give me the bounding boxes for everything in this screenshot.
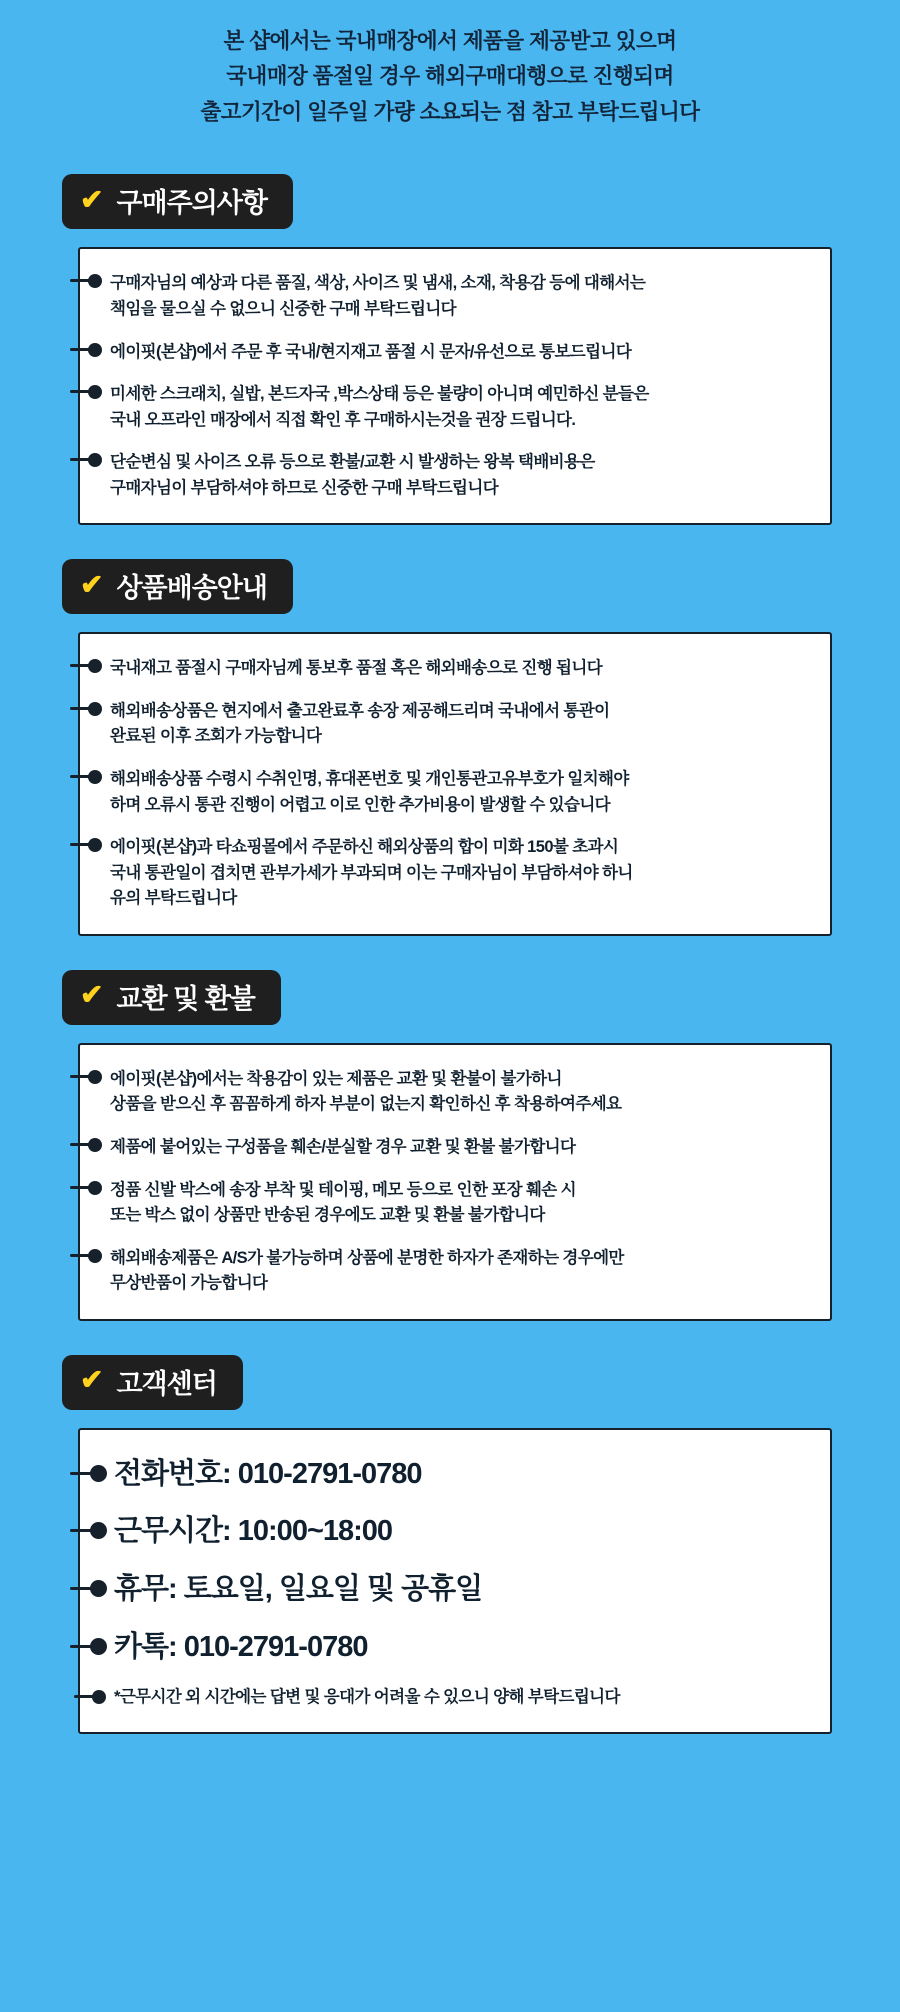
bullet-pin-icon bbox=[70, 702, 106, 716]
section-title: 교환 및 환불 bbox=[116, 983, 255, 1014]
list-item bbox=[110, 699, 806, 750]
list-item bbox=[110, 835, 806, 912]
list-item-line: 해외배송상품 수령시 수취인명, 휴대폰번호 및 개인통관고유부호가 일치해야 bbox=[110, 770, 629, 789]
section-title: 고객센터 bbox=[116, 1368, 217, 1399]
section-body-shipping-guide bbox=[78, 632, 832, 936]
list-item-line: 구매자님의 예상과 다른 품질, 색상, 사이즈 및 냄새, 소재, 착용감 등에 대해서는 bbox=[110, 274, 646, 293]
top-notice bbox=[0, 0, 900, 140]
list-item-line: 완료된 이후 조회가 가능합니다 bbox=[110, 727, 322, 746]
list-item-line: 해외배송상품은 현지에서 출고완료후 송장 제공해드리며 국내에서 통관이 bbox=[110, 701, 610, 720]
list-item-line: 상품을 받으신 후 꼼꼼하게 하자 부분이 없는지 확인하신 후 착용하여주세요 bbox=[110, 1095, 622, 1114]
list-item bbox=[110, 382, 806, 433]
list-item-line: 에이핏(본샵)과 타쇼핑몰에서 주문하신 해외상품의 합이 미화 150불 초과시 bbox=[110, 838, 619, 857]
contact-hours bbox=[114, 1513, 806, 1551]
list-item bbox=[110, 1067, 806, 1118]
list-item-line: 구매자님이 부담하셔야 하므로 신중한 구매 부탁드립니다 bbox=[110, 478, 499, 497]
list-item-line: 에이핏(본샵)에서는 착용감이 있는 제품은 교환 및 환불이 불가하니 bbox=[110, 1069, 562, 1088]
list-item bbox=[110, 271, 806, 322]
list-item-line: 에이핏(본샵)에서 주문 후 국내/현지재고 품절 시 문자/유선으로 통보드립니다 bbox=[110, 342, 632, 361]
list-item-line: 미세한 스크래치, 실밥, 본드자국 ,박스상태 등은 불량이 아니며 예민하신 분들은 bbox=[110, 385, 649, 404]
bullet-pin-icon bbox=[70, 838, 106, 852]
section-exchange-refund bbox=[0, 970, 900, 1321]
bullet-pin-icon bbox=[70, 770, 106, 784]
list-item-line: 국내 오프라인 매장에서 직접 확인 후 구매하시는것을 권장 드립니다. bbox=[110, 410, 576, 429]
contact-holiday bbox=[114, 1571, 806, 1609]
top-notice-line: 본 샵에서는 국내매장에서 제품을 제공받고 있으며 bbox=[223, 29, 677, 53]
bullet-pin-icon bbox=[70, 385, 106, 399]
section-body-exchange-refund bbox=[78, 1043, 832, 1321]
bullet-pin-icon bbox=[70, 1181, 106, 1195]
bullet-pin-icon bbox=[70, 659, 106, 673]
list-item-line: 단순변심 및 사이즈 오류 등으로 환불/교환 시 발생하는 왕복 택배비용은 bbox=[110, 453, 595, 472]
contact-footnote bbox=[114, 1687, 806, 1708]
bullet-pin-icon bbox=[70, 1465, 110, 1482]
section-customer-center bbox=[0, 1355, 900, 1734]
contact-phone-text: 전화번호: 010-2791-0780 bbox=[114, 1457, 422, 1490]
list-item-line: 정품 신발 박스에 송장 부착 및 테이핑, 메모 등으로 인한 포장 훼손 시 bbox=[110, 1180, 576, 1199]
check-icon: ✔ bbox=[80, 1364, 104, 1396]
section-body-customer-center bbox=[78, 1428, 832, 1734]
section-purchase-notice bbox=[0, 174, 900, 525]
list-item-line: 해외배송제품은 A/S가 불가능하며 상품에 분명한 하자가 존재하는 경우에만 bbox=[110, 1248, 624, 1267]
bullet-pin-icon bbox=[70, 1070, 106, 1084]
bullet-pin-icon bbox=[70, 453, 106, 467]
section-title: 상품배송안내 bbox=[116, 573, 267, 604]
list-item bbox=[110, 1135, 806, 1161]
bullet-pin-icon bbox=[74, 1690, 110, 1704]
list-item-line: 또는 박스 없이 상품만 반송된 경우에도 교환 및 환불 불가합니다 bbox=[110, 1206, 545, 1225]
bullet-pin-icon bbox=[70, 1522, 110, 1539]
list-item-line: 하며 오류시 통관 진행이 어렵고 이로 인한 추가비용이 발생할 수 있습니다 bbox=[110, 795, 611, 814]
section-title: 구매주의사항 bbox=[116, 188, 267, 219]
bullet-pin-icon bbox=[70, 1138, 106, 1152]
contact-kakao-text: 카톡: 010-2791-0780 bbox=[114, 1630, 368, 1663]
list-item bbox=[110, 656, 806, 682]
section-heading-shipping-guide bbox=[62, 559, 293, 614]
section-heading-customer-center bbox=[62, 1355, 243, 1410]
bullet-pin-icon bbox=[70, 274, 106, 288]
section-heading-purchase-notice bbox=[62, 174, 293, 229]
contact-hours-text: 근무시간: 10:00~18:00 bbox=[114, 1515, 393, 1548]
list-item bbox=[110, 450, 806, 501]
section-heading-exchange-refund bbox=[62, 970, 281, 1025]
contact-phone bbox=[114, 1456, 806, 1494]
top-notice-line: 출고기간이 일주일 가량 소요되는 점 참고 부탁드립니다 bbox=[200, 99, 700, 124]
top-notice-line: 국내매장 품절일 경우 해외구매대행으로 진행되며 bbox=[226, 64, 674, 89]
contact-footnote-text: *근무시간 외 시간에는 답변 및 응대가 어려울 수 있으니 양해 부탁드립니다 bbox=[114, 1687, 620, 1706]
list-item bbox=[110, 1178, 806, 1229]
contact-kakao bbox=[114, 1629, 806, 1667]
section-body-purchase-notice bbox=[78, 247, 832, 525]
list-item-line: 유의 부탁드립니다 bbox=[110, 889, 237, 908]
list-item-line: 국내 통관일이 겹치면 관부가세가 부과되며 이는 구매자님이 부담하셔야 하니 bbox=[110, 863, 633, 882]
list-item-line: 제품에 붙어있는 구성품을 훼손/분실할 경우 교환 및 환불 불가합니다 bbox=[110, 1137, 576, 1156]
check-icon: ✔ bbox=[80, 183, 104, 215]
list-item bbox=[110, 1246, 806, 1297]
list-item-line: 국내재고 품절시 구매자님께 통보후 품절 혹은 해외배송으로 진행 됩니다 bbox=[110, 659, 603, 678]
list-item bbox=[110, 767, 806, 818]
bullet-pin-icon bbox=[70, 1249, 106, 1263]
check-icon: ✔ bbox=[80, 979, 104, 1011]
bullet-pin-icon bbox=[70, 343, 106, 357]
section-shipping-guide bbox=[0, 559, 900, 936]
list-item-line: 무상반품이 가능합니다 bbox=[110, 1274, 268, 1293]
contact-holiday-text: 휴무: 토요일, 일요일 및 공휴일 bbox=[114, 1573, 483, 1606]
check-icon: ✔ bbox=[80, 568, 104, 600]
bullet-pin-icon bbox=[70, 1580, 110, 1597]
list-item-line: 책임을 물으실 수 없으니 신중한 구매 부탁드립니다 bbox=[110, 299, 457, 318]
list-item bbox=[110, 340, 806, 366]
bullet-pin-icon bbox=[70, 1638, 110, 1655]
